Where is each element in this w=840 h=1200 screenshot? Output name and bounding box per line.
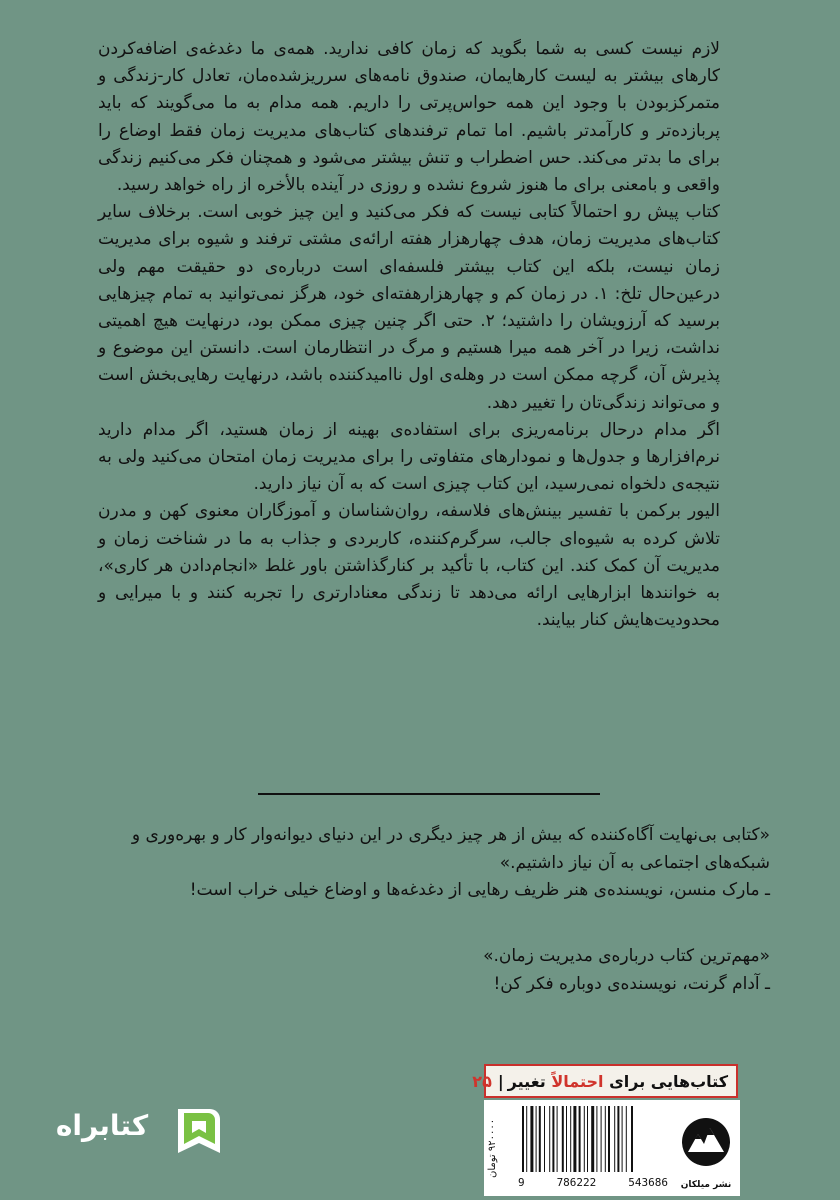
series-suffix: تغییر <box>507 1071 546 1091</box>
isbn-group-1: 786222 <box>556 1176 597 1189</box>
series-label <box>472 1064 738 1098</box>
series-separator: | <box>497 1071 504 1091</box>
isbn-barcode <box>518 1106 668 1174</box>
divider-line <box>258 793 600 795</box>
publisher-name: نشر میلکان <box>680 1180 732 1190</box>
isbn-group-2: 543686 <box>628 1176 668 1189</box>
quote-attribution: ـ مارک منسن، نویسنده‌ی هنر ظریف رهایی از دغدغه‌ها و اوضاع خیلی خراب است! <box>189 880 770 900</box>
series-highlight: احتمالاً <box>551 1071 604 1091</box>
brand-name: کتابراه <box>55 1109 149 1142</box>
quote-text: «مهم‌ترین کتاب درباره‌ی مدیریت زمان.» <box>483 946 770 966</box>
bookmark-logo-icon <box>170 1103 226 1159</box>
publisher-logo-icon <box>680 1108 732 1188</box>
blurb-paragraph-4: الیور برکمن با تفسیر بینش‌های فلاسفه، روان‌شناسان و آموزگاران معنوی کهن و مدرن تلاش کرده به شیوه‌ای جالب، سرگرم‌کننده، کاربردی و جذاب به ما در شناخت زمان و مدیریت آن کمک کند. این کتاب، با تأکید بر کنارگذاشتن باور غلط «انجام‌دادن هر کاری»، به خوانندها ابزارهایی ارائه می‌دهد تا زندگی معنادارتری را تجربه کنند و با میرایی و محدودیت‌هایش کنار بیایند. <box>98 501 720 631</box>
isbn-lead-digit: 9 <box>518 1176 525 1189</box>
blurb-paragraph-3: اگر مدام درحال برنامه‌ریزی برای استفاده‌ی بهینه از زمان هستید، اگر مدام دارید نرم‌افزارها و جدول‌ها و نمودارهای متفاوتی را برای مدیریت زمان امتحان می‌کنید ولی به نتیجه‌ی دلخواه نمی‌رسید، این کتاب چیزی است که به آن نیاز دارید. <box>98 419 720 495</box>
barcode-panel <box>484 1100 740 1196</box>
quote-text: «کتابی بی‌نهایت آگاه‌کننده که بیش از هر چیز دیگری در این دنیای دیوانه‌وار کار و بهره‌وری و شبکه‌های اجتماعی به آن نیاز داشتیم.» <box>131 825 770 873</box>
blurb-paragraph-1: لازم نیست کسی به شما بگوید که زمان کافی ندارید. همه‌ی ما دغدغه‌ی اضافه‌کردن کارهای بیشتر به لیست کارهایمان، صندوق نامه‌های سرریزشده‌مان، تعادل کار-زندگی و متمرکزبودن با وجود این همه حواس‌پرتی را داریم. همه مدام به ما می‌گویند که باید پربازده‌تر و کارآمدتر باشیم. اما تمام ترفندهای کتاب‌های مدیریت زمان فقط اوضاع را برای ما بدتر می‌کند. حس اضطراب و تنش بیشتر می‌شود و همچنان فکر می‌کنیم زندگی واقعی و بامعنی برای ما هنوز شروع نشده و روزی در آینده بالأخره از راه خواهد رسید. <box>98 39 720 196</box>
endorsement-quote-1 <box>65 822 770 905</box>
isbn-digits <box>518 1176 668 1189</box>
series-prefix: کتاب‌هایی برای <box>609 1071 728 1091</box>
blurb-paragraph-2: کتاب پیش رو احتمالاً کتابی نیست که فکر می‌کنید و این چیز خوبی است. برخلاف سایر کتاب‌های مدیریت زمان، هدف چهارهزار هفته ارائه‌ی مشتی ترفند و شیوه برای مدیریت زمان نیست، بلکه این کتاب بیشتر فلسفه‌ای است درباره‌ی دو حقیقت مهم ولی درعین‌حال تلخ: ۱. در زمان کم و چهارهزارهفته‌ای خود، هرگز نمی‌توانید به تمام چیزهایی برسید که آرزویشان را داشتید؛ ۲. حتی اگر چنین چیزی ممکن بود، درنهایت هیچ اهمیتی نداشت، زیرا در آخر همه میرا هستیم و مرگ در انتظارمان است. دانستن این موضوع و پذیرش آن، گرچه ممکن است در وهله‌ی اول ناامیدکننده باشد، درنهایت رهایی‌بخش است و می‌تواند زندگی‌تان را تغییر دهد. <box>98 202 720 413</box>
endorsement-quote-2 <box>65 943 770 998</box>
quote-attribution: ـ آدام گرنت، نویسنده‌ی دوباره فکر کن! <box>493 973 770 994</box>
series-number: ۲۵ <box>472 1071 492 1091</box>
ketabrah-logo <box>38 1103 228 1159</box>
blurb-text <box>98 36 720 634</box>
price-label: ۹۲۰۰۰۰ تومان <box>487 1118 498 1178</box>
